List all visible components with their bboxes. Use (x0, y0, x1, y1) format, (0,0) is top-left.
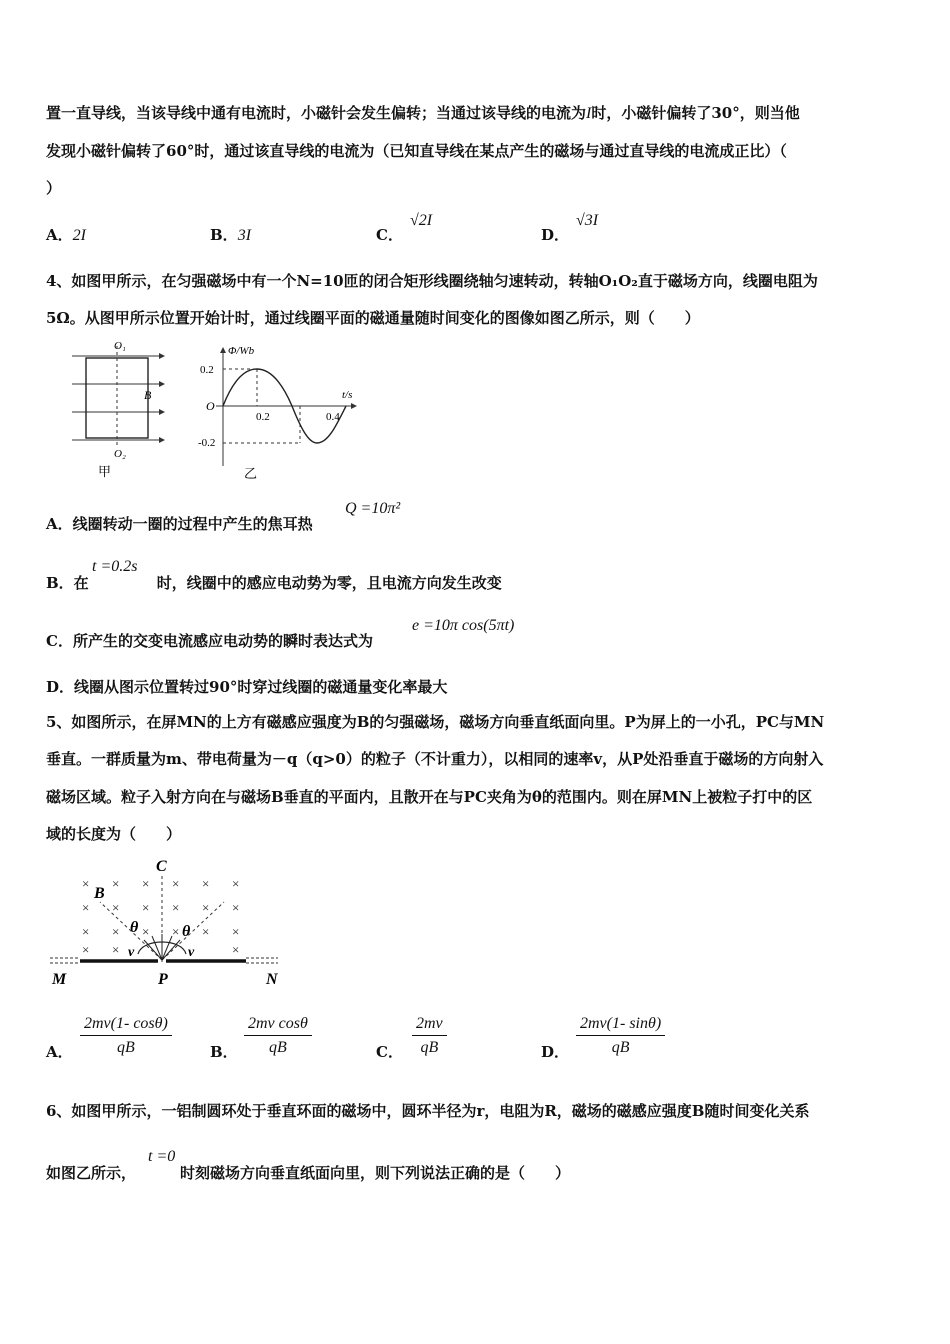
q5-line3: 磁场区域。粒子入射方向在与磁场B垂直的平面内，且散开在与PC夹角为θ的范围内。则在屏MN上被粒子打中的区 (46, 788, 813, 806)
yi-xtick-2: 0.4 (326, 411, 340, 423)
q5-option-d[interactable]: D． (541, 1043, 570, 1061)
svg-text:×: × (142, 924, 150, 939)
q3-option-b[interactable]: B．3I (210, 226, 252, 244)
q4-option-a[interactable]: A．线圈转动一圈的过程中产生的焦耳热 (46, 515, 313, 533)
svg-text:×: × (82, 876, 90, 891)
jia-label: 甲 (98, 464, 112, 479)
q5-figure (46, 852, 296, 992)
svg-text:×: × (82, 900, 90, 915)
theta-left: θ (130, 919, 139, 936)
yi-label: 乙 (244, 466, 258, 481)
svg-text:×: × (232, 876, 240, 891)
q3-option-c[interactable]: C． (376, 226, 403, 244)
q3-option-d[interactable]: D． (541, 226, 570, 244)
b-label: B (144, 388, 152, 402)
theta-right: θ (182, 923, 191, 940)
yi-ytick-neg: -0.2 (198, 437, 216, 449)
svg-text:×: × (142, 900, 150, 915)
yi-ytick-pos: 0.2 (200, 364, 214, 376)
yi-xlabel: t/s (342, 389, 353, 401)
q3-line3: ） (46, 179, 62, 197)
q4-option-d[interactable]: D．线圈从图示位置转过90°时穿过线圈的磁通量变化率最大 (46, 678, 448, 696)
q5-option-b[interactable]: B． (210, 1043, 238, 1061)
svg-text:×: × (172, 876, 180, 891)
svg-text:×: × (232, 900, 240, 915)
q6-line1: 6、如图甲所示，一铝制圆环处于垂直环面的磁场中，圆环半径为r，电阻为R，磁场的磁感应强度B随时间变化关系 (46, 1102, 810, 1120)
svg-text:×: × (172, 924, 180, 939)
q4-figure-yi (196, 338, 366, 483)
svg-text:×: × (112, 942, 120, 957)
q6-line2: 如图乙所示， 时刻磁场方向垂直纸面向里，则下列说法正确的是（ ） (46, 1164, 571, 1182)
q3-line2: 发现小磁针偏转了60°时，通过该直导线的电流为（已知直导线在某点产生的磁场与通过直导线的电流成正比）（ (46, 142, 787, 160)
q4-option-c[interactable]: C．所产生的交变电流感应电动势的瞬时表达式为 (46, 632, 373, 650)
q4-line1: 4、如图甲所示，在匀强磁场中有一个N=10匝的闭合矩形线圈绕轴匀速转动，转轴O₁O₂直于磁场方向，线圈电阻为 (46, 272, 818, 290)
q6-line2-math: t =0 (148, 1148, 176, 1165)
svg-text:×: × (232, 942, 240, 957)
q3-option-a[interactable]: A．2I (46, 226, 86, 244)
q3-option-c-math: √2I (410, 212, 433, 229)
q5-option-a[interactable]: A． (46, 1043, 73, 1061)
svg-text:×: × (112, 900, 120, 915)
svg-text:×: × (82, 924, 90, 939)
svg-text:×: × (202, 876, 210, 891)
q4-figure-jia (64, 336, 174, 481)
o1-label: O₁ (114, 340, 126, 352)
o2-label: O₂ (114, 448, 126, 460)
n-label: N (266, 971, 278, 988)
b-label-q5: B (94, 885, 105, 902)
q4-option-c-math: e =10π cos(5πt) (412, 617, 515, 634)
p-label: P (158, 971, 168, 988)
q5-option-a-fraction: $\frac{2mv(1- \cos\theta)}{qB}$ (80, 1015, 172, 1057)
c-label: C (156, 858, 167, 875)
svg-text:×: × (232, 924, 240, 939)
svg-text:×: × (142, 876, 150, 891)
q5-line2: 垂直。一群质量为m、带电荷量为－q（q>0）的粒子（不计重力），以相同的速率v，从P处沿垂直于磁场的方向射入 (46, 750, 824, 768)
svg-text:×: × (202, 900, 210, 915)
q5-option-b-fraction: $\frac{\text{2mv cosθ}}{qB}$ (244, 1015, 312, 1057)
q5-line4: 域的长度为（ ） (46, 825, 182, 843)
q4-option-a-math: Q =10π² (345, 500, 401, 517)
svg-text:×: × (202, 924, 210, 939)
q3-line1: 置一直导线，当该导线中通有电流时，小磁针会发生偏转；当通过该导线的电流为I时，小磁针偏转了30°，则当他 (46, 104, 800, 122)
svg-text:×: × (82, 942, 90, 957)
svg-text:×: × (112, 924, 120, 939)
q5-line1: 5、如图所示，在屏MN的上方有磁感应强度为B的匀强磁场，磁场方向垂直纸面向里。P为屏上的一小孔，PC与MN (46, 713, 825, 731)
q5-option-c[interactable]: C． (376, 1043, 403, 1061)
q5-option-c-fraction: $\frac{2mv}{qB}$ (412, 1015, 447, 1057)
m-label: M (52, 971, 67, 988)
svg-text:×: × (112, 876, 120, 891)
v-right: v (188, 945, 195, 960)
q3-option-d-math: √3I (576, 212, 599, 229)
v-left: v (128, 945, 135, 960)
yi-ylabel: Φ/Wb (228, 345, 255, 357)
q4-line2: 5Ω。从图甲所示位置开始计时，通过线圈平面的磁通量随时间变化的图像如图乙所示，则（ ） (46, 309, 700, 327)
yi-xtick-1: 0.2 (256, 411, 270, 423)
yi-origin: O (206, 399, 215, 413)
q4-option-b[interactable]: B．在 时，线圈中的感应电动势为零，且电流方向发生改变 (46, 574, 502, 592)
svg-text:×: × (172, 900, 180, 915)
q5-option-d-fraction: $\frac{2mv(1- \sin\theta)}{qB}$ (576, 1015, 665, 1057)
magnetic-field-crosses (82, 876, 239, 957)
q4-option-b-math: t =0.2s (92, 558, 138, 575)
